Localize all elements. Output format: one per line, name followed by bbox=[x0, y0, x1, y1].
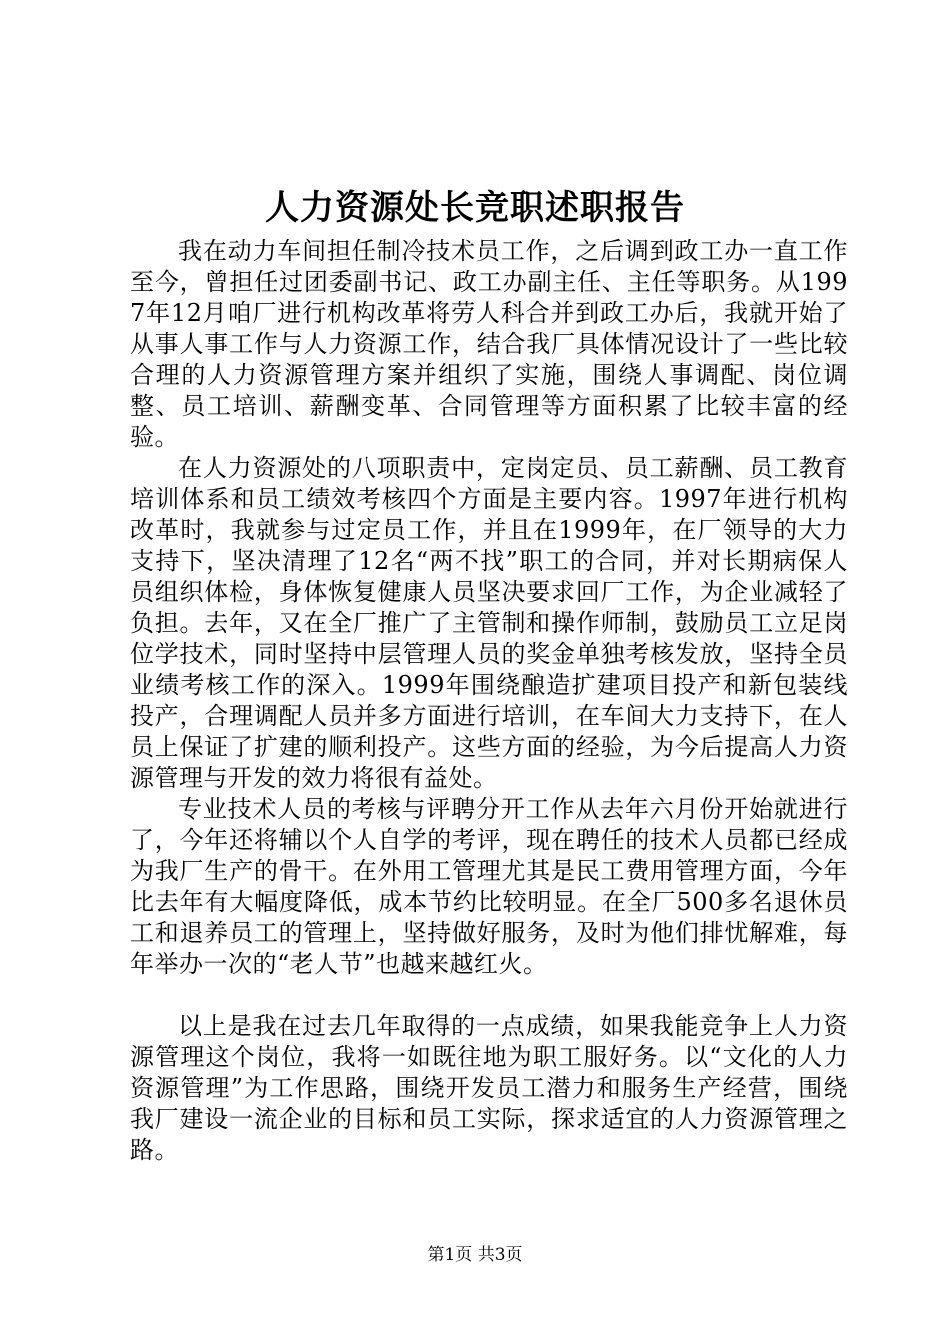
page-number-footer: 第1页 共3页 bbox=[427, 1245, 523, 1265]
paragraph-spacer bbox=[130, 980, 848, 1011]
paragraph-3: 专业技术人员的考核与评聘分开工作从去年六月份开始就进行了，今年还将辅以个人自学的考评，现在聘任的技术人员都已经成为我厂生产的骨干。在外用工管理尤其是民工费用管理方面，今年比去年有大幅度降低，成本节约比较明显。在全厂500多名退休员工和退养员工的管理上，坚持做好服务，及时为他们排忧解难，每年举办一次的“老人节”也越来越红火。 bbox=[130, 795, 848, 978]
document-body bbox=[130, 236, 848, 1166]
paragraph-2: 在人力资源处的八项职责中，定岗定员、员工薪酬、员工教育培训体系和员工绩效考核四个方面是主要内容。1997年进行机构改革时，我就参与过定员工作，并且在1999年，在厂领导的大力支持下，坚决清理了12名“两不找”职工的合同，并对长期病保人员组织体检，身体恢复健康人员坚决要求回厂工作，为企业减轻了负担。去年，又在全厂推广了主管制和操作师制，鼓励员工立足岗位学技术，同时坚持中层管理人员的奖金单独考核发放，坚持全员业绩考核工作的深入。1999年围绕酿造扩建项目投产和新包装线投产，合理调配人员并多方面进行培训，在车间大力支持下，在人员上保证了扩建的顺利投产。这些方面的经验，为今后提高人力资源管理与开发的效力将很有益处。 bbox=[130, 454, 848, 792]
paragraph-4: 以上是我在过去几年取得的一点成绩，如果我能竞争上人力资源管理这个岗位，我将一如既往地为职工服好务。以“文化的人力资源管理”为工作思路，围绕开发员工潜力和服务生产经营，围绕我厂建设一流企业的目标和员工实际，探求适宜的人力资源管理之路。 bbox=[130, 1012, 848, 1164]
document-title: 人力资源处长竞职述职报告 bbox=[265, 188, 685, 228]
paragraph-1: 我在动力车间担任制冷技术员工作，之后调到政工办一直工作至今，曾担任过团委副书记、政工办副主任、主任等职务。从1997年12月咱厂进行机构改革将劳人科合并到政工办后，我就开始了从事人事工作与人力资源工作，结合我厂具体情况设计了一些比较合理的人力资源管理方案并组织了实施，围绕人事调配、岗位调整、员工培训、薪酬变革、合同管理等方面积累了比较丰富的经验。 bbox=[130, 237, 848, 451]
